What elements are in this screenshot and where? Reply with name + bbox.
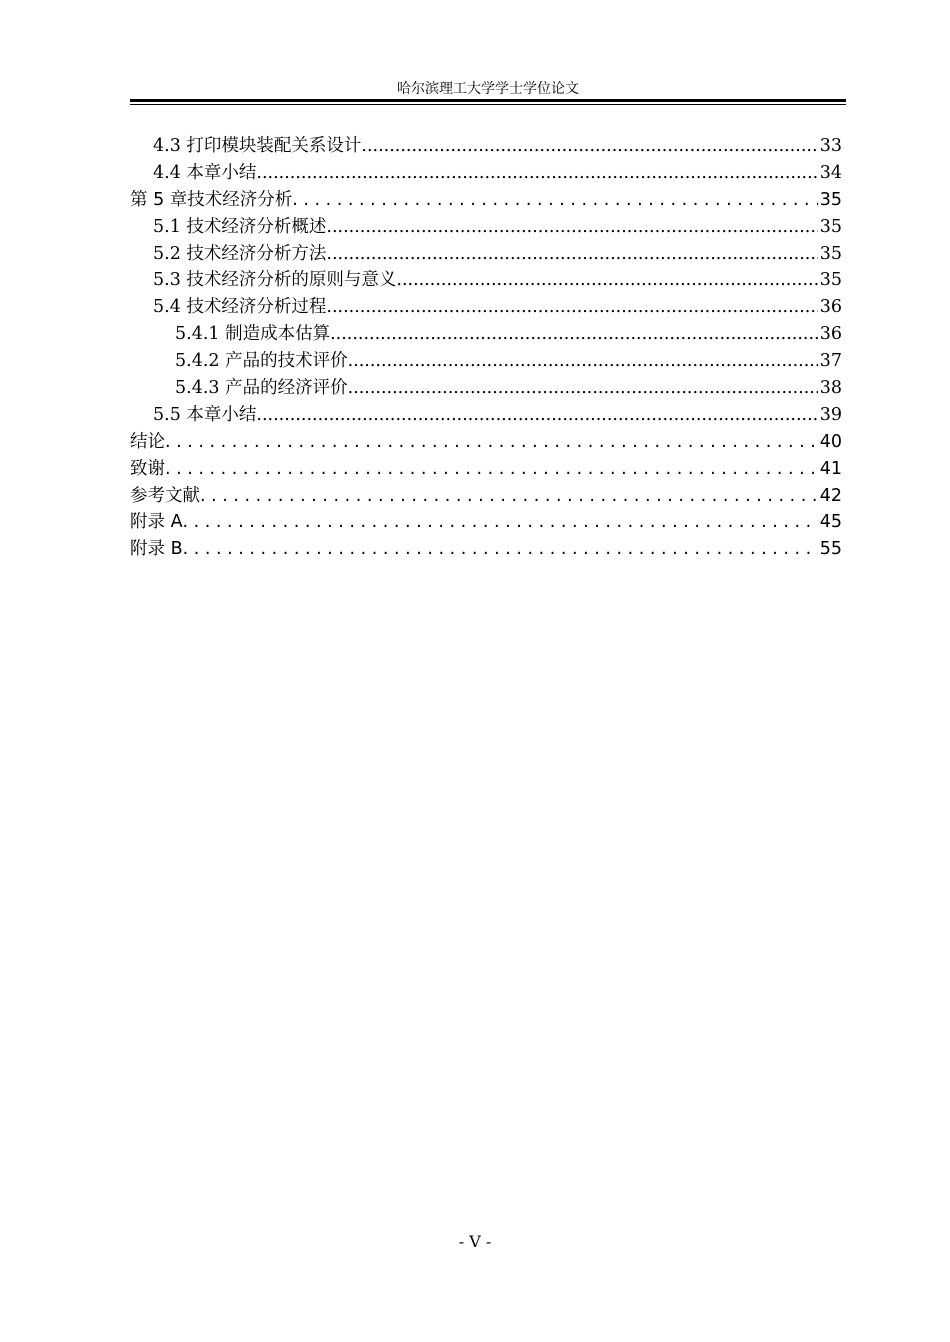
toc-entry-label: 5.3 技术经济分析的原则与意义 [153, 270, 397, 291]
toc-leader-dots [200, 483, 818, 510]
toc-entry-page-number: 35 [819, 270, 842, 291]
toc-entry-page-number: 35 [819, 243, 842, 264]
toc-entry[interactable] [130, 509, 842, 536]
toc-leader-dots [326, 294, 817, 321]
toc-entry-label: 5.4.2 产品的技术评价 [175, 351, 348, 372]
toc-leader-dots [183, 536, 818, 563]
toc-entry[interactable] [130, 483, 842, 510]
toc-entry[interactable] [130, 348, 842, 375]
toc-entry-page-number: 41 [819, 458, 842, 479]
toc-entry-page-number: 39 [819, 404, 842, 425]
toc-entry-page-number: 35 [819, 216, 842, 237]
toc-entry-page-number: 35 [819, 189, 842, 210]
toc-entry-label: 附录 B [130, 539, 183, 560]
toc-entry[interactable] [130, 321, 842, 348]
toc-leader-dots [165, 456, 818, 483]
toc-leader-dots [348, 348, 818, 375]
toc-entry-label: 4.4 本章小结 [153, 162, 257, 183]
toc-entry-label: 第 5 章技术经济分析 [130, 189, 293, 210]
toc-entry-label: 5.4.1 制造成本估算 [175, 324, 331, 345]
toc-leader-dots [396, 267, 817, 294]
toc-entry[interactable] [130, 241, 842, 268]
toc-entry-page-number: 37 [819, 351, 842, 372]
toc-entry-page-number: 36 [819, 297, 842, 318]
toc-leader-dots [348, 375, 818, 402]
toc-entry[interactable] [130, 456, 842, 483]
toc-entry-label: 4.3 打印模块装配关系设计 [153, 136, 362, 156]
page-number: - V - [458, 1232, 492, 1251]
toc-leader-dots [183, 509, 818, 536]
toc-entry-page-number: 40 [819, 431, 842, 452]
toc-entry-label: 参考文献 [130, 485, 200, 506]
toc-entry[interactable] [130, 160, 842, 187]
toc-entry-page-number: 45 [819, 512, 842, 533]
toc-entry[interactable] [130, 375, 842, 402]
toc-entry-label: 致谢 [130, 458, 165, 479]
toc-leader-dots [256, 160, 817, 187]
toc-leader-dots [330, 321, 818, 348]
toc-leader-dots [165, 429, 818, 456]
toc-entry[interactable] [130, 214, 842, 241]
toc-leader-dots [292, 187, 817, 214]
header-rule-thick [130, 99, 846, 102]
toc-entry-label: 5.5 本章小结 [153, 404, 257, 425]
toc-entry[interactable] [130, 133, 842, 160]
toc-entry-label: 附录 A [130, 512, 183, 533]
toc-leader-dots [361, 133, 817, 160]
header-rule-thin [130, 104, 846, 105]
toc-entry-page-number: 55 [819, 539, 842, 560]
toc-leader-dots [256, 402, 817, 429]
toc-leader-dots [326, 241, 817, 268]
toc-entry-label: 5.4.3 产品的经济评价 [175, 378, 348, 399]
toc-leader-dots [326, 214, 817, 241]
toc-entry[interactable] [130, 536, 842, 563]
toc-entry[interactable] [130, 267, 842, 294]
toc-entry-page-number: 34 [819, 162, 842, 183]
running-header: 哈尔滨理工大学学士学位论文 [397, 81, 579, 97]
toc-entry-page-number: 38 [819, 378, 842, 399]
toc-entry[interactable] [130, 429, 842, 456]
toc-entry[interactable] [130, 402, 842, 429]
toc-entry-label: 5.4 技术经济分析过程 [153, 297, 327, 318]
toc-entry[interactable] [130, 294, 842, 321]
table-of-contents [130, 133, 842, 563]
toc-entry-label: 5.2 技术经济分析方法 [153, 243, 327, 264]
toc-entry-label: 5.1 技术经济分析概述 [153, 216, 327, 237]
toc-entry-page-number: 42 [819, 485, 842, 506]
toc-entry-page-number: 36 [819, 324, 842, 345]
toc-entry[interactable] [130, 187, 842, 214]
toc-entry-label: 结论 [130, 431, 165, 452]
toc-entry-page-number: 33 [819, 136, 842, 156]
